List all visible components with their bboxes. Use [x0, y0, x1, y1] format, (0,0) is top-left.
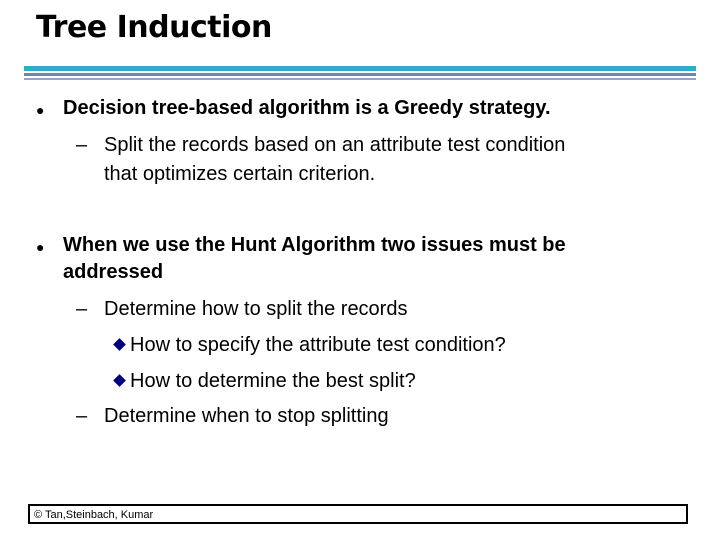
dash-icon: – — [76, 134, 88, 156]
dash-icon: – — [76, 298, 88, 320]
bullet-2-sub-1-item-1: How to specify the attribute test condition? — [130, 334, 506, 356]
bullet-1-sub-1-line-2: that optimizes certain criterion. — [104, 163, 376, 185]
bullet-2-line-2: addressed — [63, 261, 164, 283]
dash-icon: – — [76, 405, 88, 427]
bullet-dot-icon: ● — [36, 102, 45, 118]
bullet-2-sub-1-item-2: How to determine the best split? — [130, 370, 416, 392]
footer-box — [28, 504, 688, 524]
diamond-bullet-icon — [113, 374, 126, 387]
bullet-1-text: Decision tree-based algorithm is a Greedy strategy. — [63, 97, 551, 119]
slide-title: Tree Induction — [36, 10, 272, 45]
bullet-dot-icon: ● — [36, 239, 45, 255]
title-rule-bottom — [24, 78, 696, 80]
copyright-footer: © Tan,Steinbach, Kumar — [34, 509, 154, 521]
bullet-2-sub-1: Determine how to split the records — [104, 298, 408, 320]
title-rule-middle — [24, 73, 696, 76]
diamond-bullet-icon — [113, 338, 126, 351]
bullet-2-sub-2: Determine when to stop splitting — [104, 405, 389, 427]
title-rule-top — [24, 66, 696, 71]
bullet-1-sub-1-line-1: Split the records based on an attribute test condition — [104, 134, 566, 156]
bullet-2-line-1: When we use the Hunt Algorithm two issues must be — [63, 234, 566, 256]
